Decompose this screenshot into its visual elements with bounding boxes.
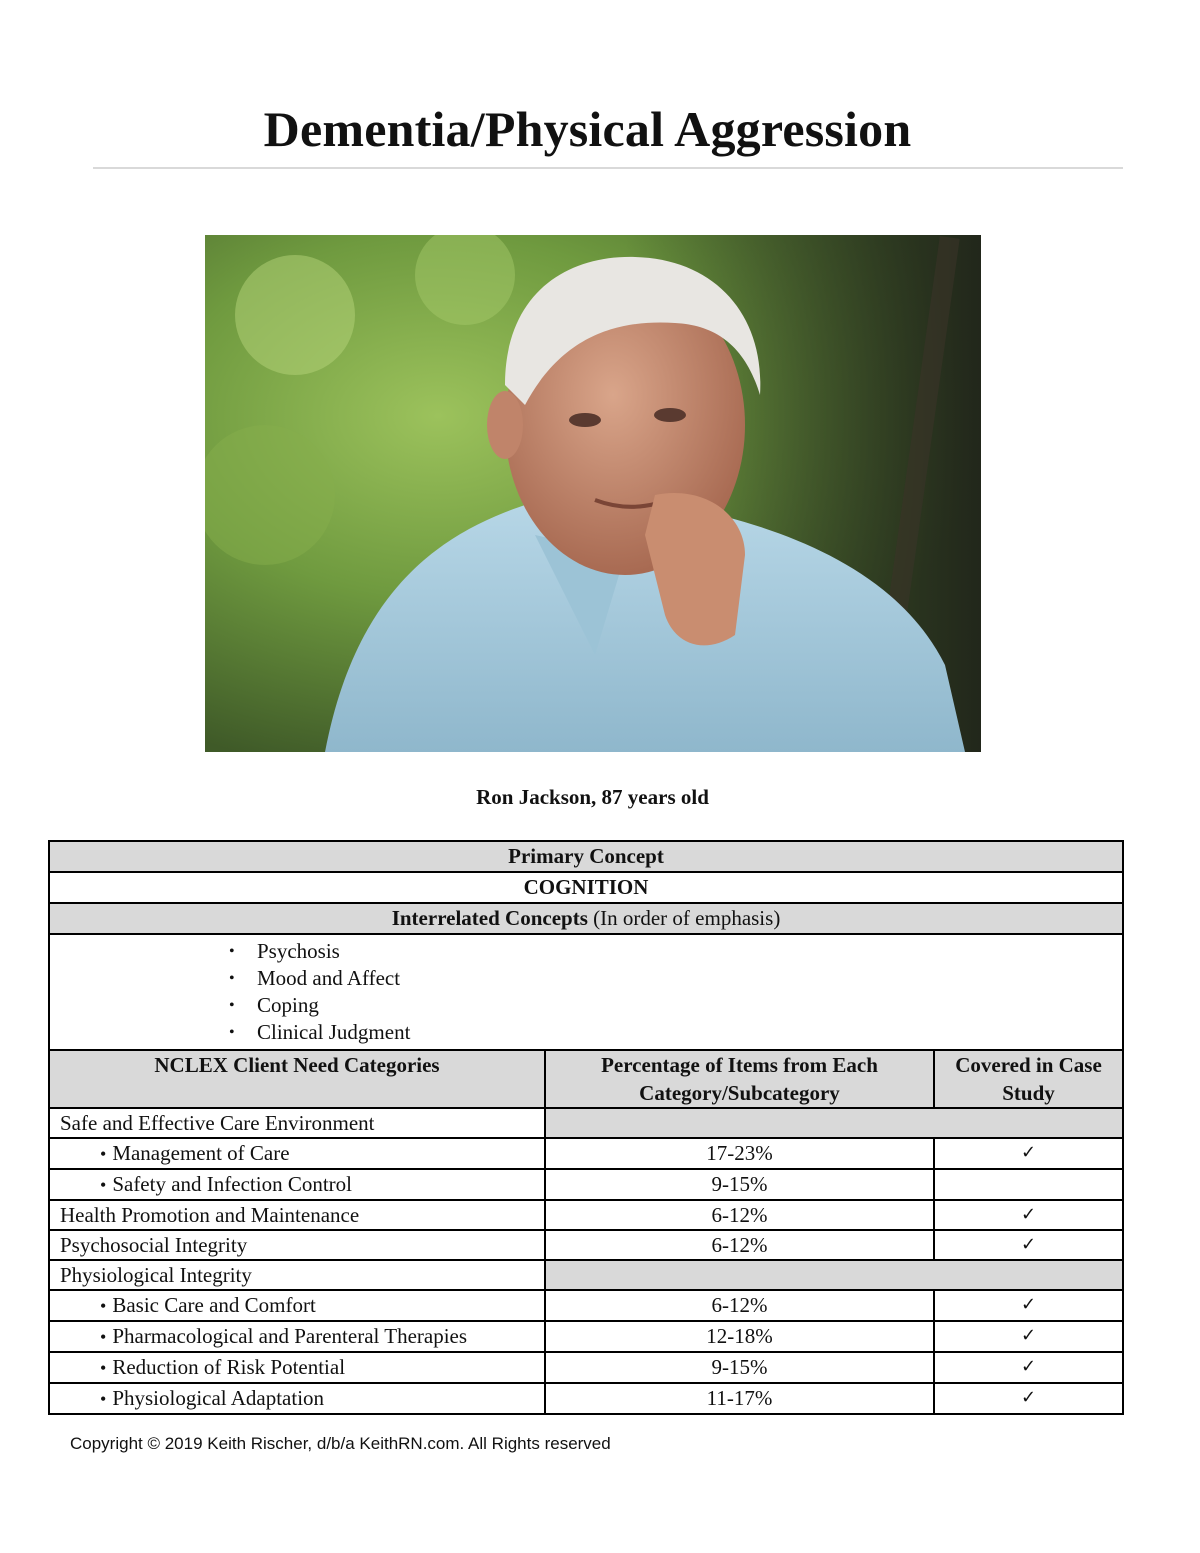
section-shaded-cell <box>545 1108 1123 1138</box>
interrelated-concepts-list-cell <box>49 934 1123 1050</box>
category-label: Pharmacological and Parenteral Therapies <box>112 1324 468 1348</box>
table-row <box>49 1108 1123 1138</box>
covered-checkmark-icon: ✓ <box>934 1200 1123 1230</box>
table-row <box>49 1383 1123 1414</box>
category-cell <box>49 1169 545 1200</box>
interrelated-concept-item: • Psychosis <box>255 938 1112 965</box>
covered-checkmark-icon: ✓ <box>934 1290 1123 1321</box>
category-label: Health Promotion and Maintenance <box>60 1203 360 1227</box>
category-cell <box>49 1352 545 1383</box>
interrelated-concept-item: • Mood and Affect <box>255 965 1112 992</box>
page-title: Dementia/Physical Aggression <box>263 101 912 157</box>
percentage-cell: 12-18% <box>545 1321 934 1352</box>
percentage-cell: 6-12% <box>545 1290 934 1321</box>
table-row <box>49 1200 1123 1230</box>
category-label: Physiological Integrity <box>60 1263 252 1287</box>
col-header-categories: NCLEX Client Need Categories <box>49 1050 545 1108</box>
percentage-cell: 6-12% <box>545 1230 934 1260</box>
section-shaded-cell <box>545 1260 1123 1290</box>
covered-checkmark-icon: ✓ <box>934 1321 1123 1352</box>
percentage-cell: 6-12% <box>545 1200 934 1230</box>
category-cell <box>49 1321 545 1352</box>
primary-concept-label: Primary Concept <box>49 841 1123 872</box>
interrelated-concepts-list <box>60 938 1112 1046</box>
table-row <box>49 1290 1123 1321</box>
covered-checkmark-icon: ✓ <box>934 1383 1123 1414</box>
interrelated-concept-item: • Clinical Judgment <box>255 1019 1112 1046</box>
category-cell <box>49 1260 545 1290</box>
table-row <box>49 1260 1123 1290</box>
category-label: Physiological Adaptation <box>112 1386 325 1410</box>
category-cell <box>49 1200 545 1230</box>
concept-table <box>48 840 1124 1415</box>
category-cell <box>49 1108 545 1138</box>
category-label: Management of Care <box>112 1141 290 1165</box>
table-row <box>49 1321 1123 1352</box>
elderly-man-photo <box>205 235 981 752</box>
category-cell <box>49 1383 545 1414</box>
bullet-icon: • <box>100 1389 107 1409</box>
bullet-icon: • <box>100 1144 107 1164</box>
percentage-cell: 11-17% <box>545 1383 934 1414</box>
patient-caption: Ron Jackson, 87 years old <box>476 785 709 809</box>
category-label: Basic Care and Comfort <box>112 1293 316 1317</box>
interrelated-concepts-label <box>49 903 1123 934</box>
primary-concept-value: COGNITION <box>49 872 1123 903</box>
category-cell <box>49 1290 545 1321</box>
interrelated-label-rest: (In order of emphasis) <box>587 906 781 930</box>
bullet-icon: • <box>100 1327 107 1347</box>
covered-checkmark-icon <box>934 1169 1123 1200</box>
covered-checkmark-icon: ✓ <box>934 1352 1123 1383</box>
bullet-icon: • <box>100 1296 107 1316</box>
table-row <box>49 1138 1123 1169</box>
category-label: Safety and Infection Control <box>112 1172 352 1196</box>
table-row <box>49 1169 1123 1200</box>
percentage-cell: 9-15% <box>545 1352 934 1383</box>
table-row <box>49 1352 1123 1383</box>
title-divider <box>93 167 1123 169</box>
category-label: Reduction of Risk Potential <box>112 1355 346 1379</box>
category-label: Safe and Effective Care Environment <box>60 1111 375 1135</box>
col-header-covered: Covered in Case Study <box>934 1050 1123 1108</box>
bullet-icon: • <box>100 1175 107 1195</box>
covered-checkmark-icon: ✓ <box>934 1230 1123 1260</box>
percentage-cell: 17-23% <box>545 1138 934 1169</box>
covered-checkmark-icon: ✓ <box>934 1138 1123 1169</box>
percentage-cell: 9-15% <box>545 1169 934 1200</box>
interrelated-concept-item: • Coping <box>255 992 1112 1019</box>
table-row <box>49 1230 1123 1260</box>
copyright-notice: Copyright © 2019 Keith Rischer, d/b/a KeithRN.com. All Rights reserved <box>70 1434 611 1453</box>
bullet-icon: • <box>100 1358 107 1378</box>
interrelated-label-bold: Interrelated Concepts <box>391 906 588 930</box>
category-label: Psychosocial Integrity <box>60 1233 248 1257</box>
category-cell <box>49 1138 545 1169</box>
category-cell <box>49 1230 545 1260</box>
col-header-percentage: Percentage of Items from Each Category/Subcategory <box>545 1050 934 1108</box>
